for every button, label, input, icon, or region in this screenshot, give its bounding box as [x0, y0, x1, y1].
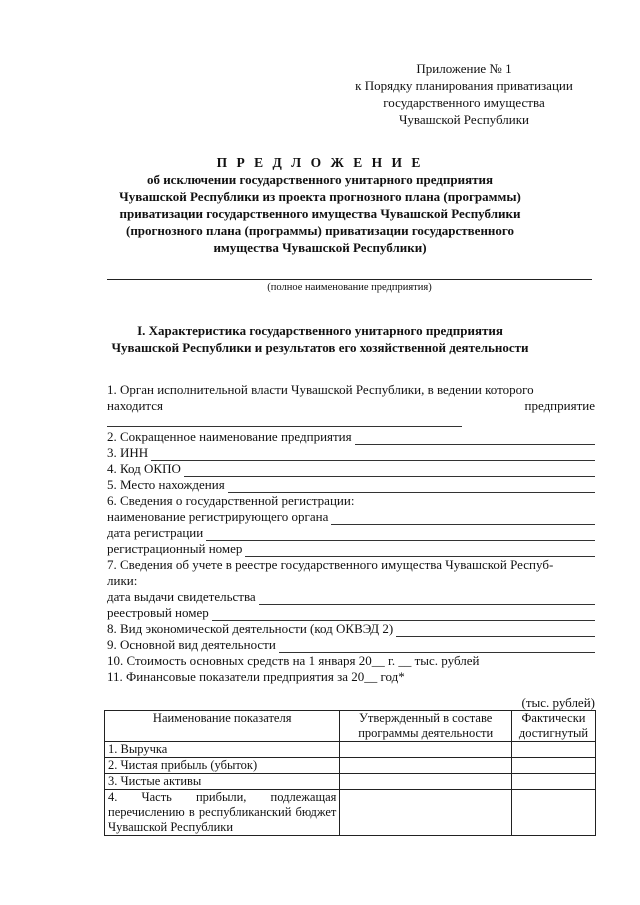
item-5-label: 5. Место нахождения [107, 477, 225, 492]
table-cell-actual[interactable] [512, 758, 596, 774]
item-6-label: 6. Сведения о государственной регистрации: [107, 493, 355, 508]
item-7c-row [107, 589, 595, 605]
table-cell-actual[interactable] [512, 790, 596, 836]
item-2-row [107, 429, 595, 445]
item-6c-field[interactable] [245, 544, 595, 557]
item-1-field[interactable] [107, 426, 462, 427]
table-header-row [105, 711, 596, 742]
item-5-row [107, 477, 595, 493]
item-7-cont-label: лики: [107, 573, 138, 588]
title-heading: П Р Е Д Л О Ж Е Н И Е [216, 155, 424, 170]
item-10-row [107, 653, 595, 669]
table-cell-indicator: 4. Часть прибыли, подлежащая перечислению в республиканский бюджет Чувашской Республики [105, 790, 340, 836]
item-1-right: предприятие [524, 398, 595, 413]
item-3-field[interactable] [151, 448, 595, 461]
item-7c-field[interactable] [259, 592, 595, 605]
table-cell-actual[interactable] [512, 774, 596, 790]
item-6b-field[interactable] [206, 528, 595, 541]
table-cell-planned[interactable] [340, 774, 512, 790]
table-row [105, 774, 596, 790]
table-unit-label: (тыс. рублей) [521, 695, 595, 710]
table-header: Утвержденный в составе программы деятельности [340, 711, 512, 742]
item-4-row [107, 461, 595, 477]
enterprise-name-field[interactable] [107, 279, 592, 280]
item-9-row [107, 637, 595, 653]
item-9-field[interactable] [279, 640, 595, 653]
appendix-ref-line: государственного имущества [383, 95, 545, 110]
table-row [105, 790, 596, 836]
item-7d-field[interactable] [212, 608, 595, 621]
item-2-label: 2. Сокращенное наименование предприятия [107, 429, 352, 444]
title-line: (прогнозного плана (программы) приватизации государственного [125, 223, 515, 238]
item-4-label: 4. Код ОКПО [107, 461, 181, 476]
title-line: имущества Чувашской Республики) [213, 240, 427, 255]
table-cell-indicator: 3. Чистые активы [105, 774, 340, 790]
table-cell-indicator: 2. Чистая прибыль (убыток) [105, 758, 340, 774]
table-cell-planned[interactable] [340, 790, 512, 836]
item-7d-label: реестровый номер [107, 605, 209, 620]
item-11-label: 11. Финансовые показатели предприятия за 20__ год* [107, 669, 405, 684]
table-row [105, 758, 596, 774]
item-6a-field[interactable] [331, 512, 595, 525]
enterprise-name-caption: (полное наименование предприятия) [267, 282, 432, 293]
item-2-field[interactable] [355, 432, 595, 445]
item-11-row [107, 669, 595, 685]
item-1-line-a: 1. Орган исполнительной власти Чувашской Республики, в ведении которого [107, 382, 534, 397]
table-cell-indicator: 1. Выручка [105, 742, 340, 758]
table-cell-planned[interactable] [340, 742, 512, 758]
item-8-field[interactable] [396, 624, 595, 637]
item-6a-row [107, 509, 595, 525]
title-line: приватизации государственного имущества Чувашской Республики [119, 206, 521, 221]
appendix-number: Приложение № 1 [416, 61, 512, 76]
item-7c-label: дата выдачи свидетельства [107, 589, 256, 604]
item-7-label: 7. Сведения об учете в реестре государственного имущества Чувашской Респуб- [107, 557, 554, 572]
item-1-left: находится [107, 398, 164, 413]
item-6b-row [107, 525, 595, 541]
appendix-ref-line: Чувашской Республики [398, 112, 530, 127]
item-7d-row [107, 605, 595, 621]
item-8-label: 8. Вид экономической деятельности (код ОКВЭД 2) [107, 621, 394, 636]
section-heading [0, 322, 640, 356]
table-row [105, 742, 596, 758]
table-cell-actual[interactable] [512, 742, 596, 758]
item-7-row [107, 557, 595, 573]
appendix-ref-line: к Порядку планирования приватизации [355, 78, 573, 93]
table-cell-planned[interactable] [340, 758, 512, 774]
item-4-field[interactable] [184, 464, 595, 477]
item-6-row [107, 493, 595, 509]
item-3-row [107, 445, 595, 461]
appendix-header [334, 60, 594, 128]
item-9-label: 9. Основной вид деятельности [107, 637, 276, 652]
item-6a-label: наименование регистрирующего органа [107, 509, 329, 524]
item-6c-label: регистрационный номер [107, 541, 243, 556]
item-6c-row [107, 541, 595, 557]
table-header: Фактически достигнутый [512, 711, 596, 742]
item-7-cont-row [107, 573, 595, 589]
document-title [0, 154, 640, 256]
item-10-label: 10. Стоимость основных средств на 1 января 20__ г. __ тыс. рублей [107, 653, 480, 668]
item-3-label: 3. ИНН [107, 445, 149, 460]
item-6b-label: дата регистрации [107, 525, 204, 540]
title-line: Чувашской Республики из проекта прогнозного плана (программы) [119, 189, 521, 204]
section-line: I. Характеристика государственного унитарного предприятия [137, 323, 503, 338]
item-1-line-b [107, 398, 595, 414]
section-line: Чувашской Республики и результатов его хозяйственной деятельности [111, 340, 529, 355]
financial-indicators-table [104, 710, 596, 836]
table-header: Наименование показателя [105, 711, 340, 742]
item-5-field[interactable] [228, 480, 595, 493]
title-line: об исключении государственного унитарного предприятия [146, 172, 494, 187]
item-8-row [107, 621, 595, 637]
